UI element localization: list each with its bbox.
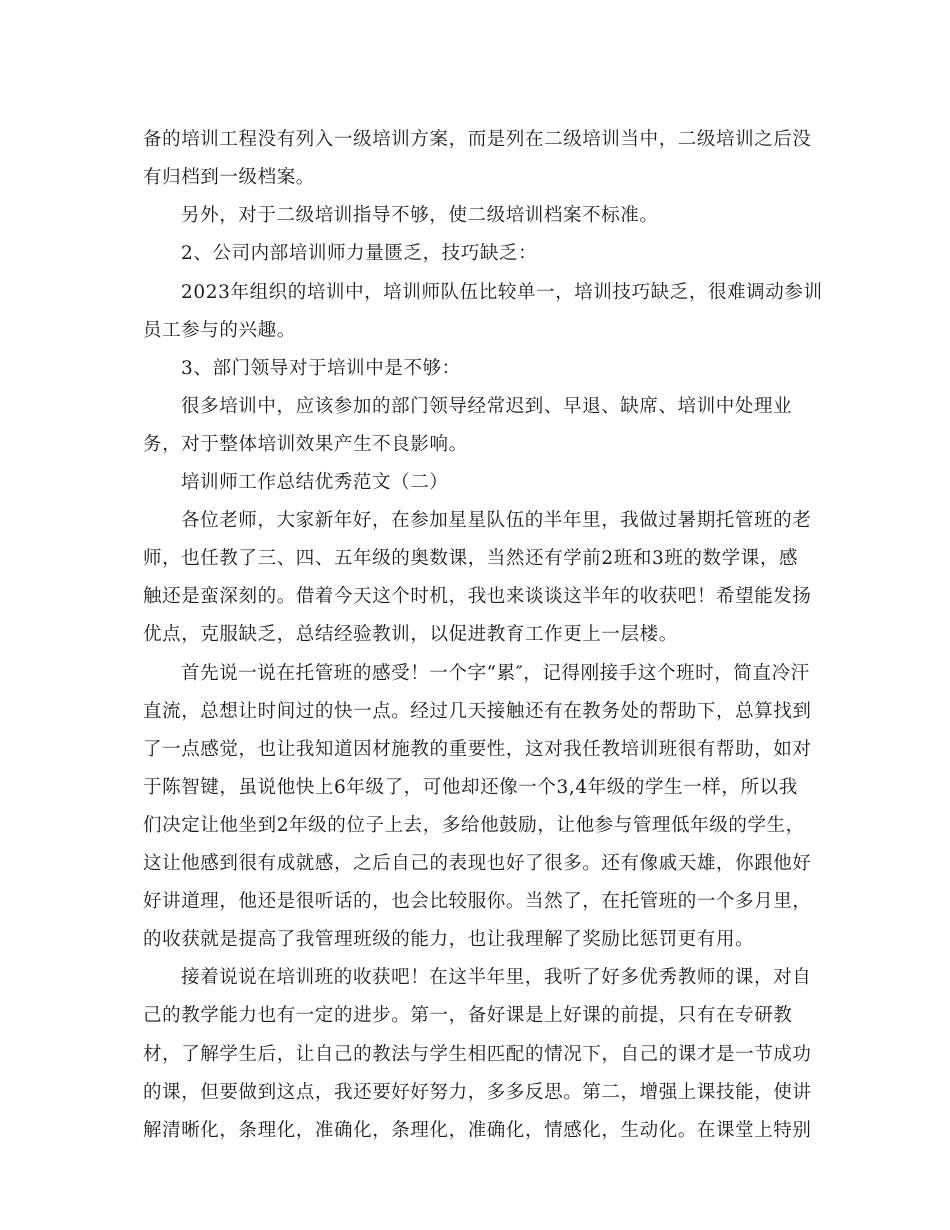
section-heading: 2、公司内部培训师力量匮乏，技巧缺乏： [181, 243, 538, 264]
article-title: 培训师工作总结优秀范文（二） [181, 472, 449, 493]
text-line: 师，也任教了三、四、五年级的奥数课，当然还有学前2班和3班的数学课，感 [143, 548, 799, 569]
text-line: 解清晰化，条理化，准确化，条理化，准确化，情感化，生动化。在课堂上特别 [143, 1120, 812, 1141]
text-line: 材，了解学生后，让自己的教法与学生相匹配的情况下，自己的课才是一节成功 [143, 1044, 812, 1065]
text-line: 的课，但要做到这点，我还要好好努力，多多反思。第二，增强上课技能，使讲 [143, 1082, 812, 1103]
text-line: 们决定让他坐到2年级的位子上去，多给他鼓励，让他参与管理低年级的学生， [143, 815, 805, 836]
text-line: 备的培训工程没有列入一级培训方案，而是列在二级培训当中，二级培训之后没 [143, 129, 812, 150]
text-line: 务，对于整体培训效果产生不良影响。 [143, 434, 468, 455]
text-line: 有归档到一级档案。 [143, 167, 315, 188]
text-line: 接着说说在培训班的收获吧！在这半年里，我听了好多优秀教师的课，对自 [181, 967, 812, 988]
text-line: 首先说一说在托管班的感受！一个字“累″，记得刚接手这个班时，简直冷汗 [181, 663, 810, 684]
text-line: 己的教学能力也有一定的进步。第一，备好课是上好课的前提，只有在专研教 [143, 1005, 793, 1026]
text-line: 直流，总想让时间过的快一点。经过几天接触还有在教务处的帮助下，总算找到 [143, 701, 812, 722]
text-line: 员工参与的兴趣。 [143, 320, 296, 341]
text-line: 的收获就是提高了我管理班级的能力，也让我理解了奖励比惩罚更有用。 [143, 929, 755, 950]
text-line: 这让他感到很有成就感，之后自己的表现也好了很多。还有像戚天雄，你跟他好 [143, 853, 812, 874]
text-line: 2023年组织的培训中，培训师队伍比较单一，培训技巧缺乏，很难调动参训 [181, 282, 823, 303]
text-line: 了一点感觉，也让我知道因材施教的重要性，这对我任教培训班很有帮助，如对 [143, 739, 812, 760]
text-line: 很多培训中，应该参加的部门领导经常迟到、早退、缺席、培训中处理业 [181, 396, 793, 417]
text-line: 优点，克服缺乏，总结经验教训，以促进教育工作更上一层楼。 [143, 624, 678, 645]
text-line: 于陈智键，虽说他快上6年级了，可他却还像一个3,4年级的学生一样，所以我 [143, 777, 798, 798]
text-line: 触还是蛮深刻的。借着今天这个时机，我也来谈谈这半年的收获吧！希望能发扬 [143, 586, 812, 607]
text-line: 各位老师，大家新年好，在参加星星队伍的半年里，我做过暑期托管班的老 [181, 510, 812, 531]
section-heading: 3、部门领导对于培训中是不够： [181, 358, 461, 379]
text-line: 另外，对于二级培训指导不够，使二级培训档案不标准。 [181, 205, 659, 226]
text-line: 好讲道理，他还是很听话的，也会比较服你。当然了，在托管班的一个多月里， [143, 891, 812, 912]
